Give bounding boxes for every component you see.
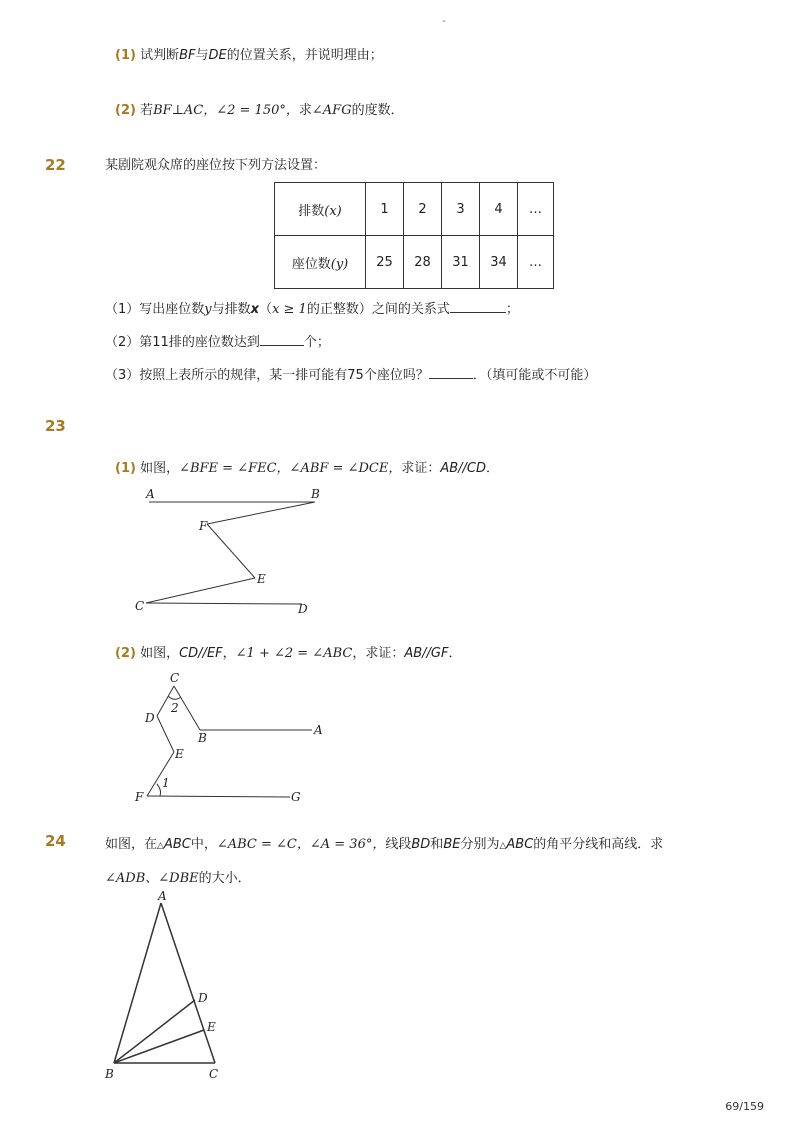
q24-abc2: ABC [506, 837, 534, 852]
q22-sub1-c: （ [259, 302, 273, 317]
q22-sub1-a: （1）写出座位数 [105, 302, 205, 317]
label-c: C [209, 1067, 219, 1081]
label-a: A [158, 890, 167, 903]
q24-d: 和 [430, 837, 444, 852]
q22-sub1 [105, 300, 519, 319]
q23-part2-cond: ∠1 + ∠2 = ∠ABC [235, 646, 353, 661]
label-c: C [135, 599, 145, 613]
q24-a: 如图，在 [105, 837, 158, 852]
table-cell: 4 [480, 183, 518, 236]
q21-part1 [115, 47, 383, 65]
q22-sub2-b: 个； [303, 335, 330, 350]
row-var: (x) [324, 203, 342, 219]
q21-de: DE [208, 48, 227, 63]
triangle-symbol: △ [157, 841, 164, 851]
q23-part1 [115, 460, 499, 478]
q23-part1-a: 如图， [140, 461, 180, 476]
q23-part2-proof: AB//GF [404, 646, 449, 661]
q23-part2 [115, 645, 461, 663]
label-c: C [170, 671, 180, 685]
q23-part2-number: (2) [115, 646, 136, 661]
table-cell: … [518, 183, 554, 236]
q22-sub1-d: 的正整数）之间的关系式 [306, 302, 450, 317]
q22-sub1-cond: x ≥ 1 [272, 302, 307, 317]
q21-part2-tail: 的度数． [351, 103, 404, 118]
table-cell: 28 [404, 236, 442, 289]
q23-part2-a: 如图， [140, 646, 180, 661]
q23-number: 23 [45, 417, 66, 435]
q24-number: 24 [45, 832, 66, 850]
q21-part2-number: (2) [115, 103, 136, 118]
q22-number: 22 [45, 156, 66, 174]
q24-line2 [105, 870, 251, 888]
header-mark: - [442, 14, 446, 27]
label-a: A [314, 723, 323, 737]
label-f: F [199, 519, 208, 533]
q23-part1-cond: ∠BFE = ∠FEC，∠ABF = ∠DCE， [179, 461, 402, 476]
label-e: E [175, 747, 184, 761]
table-row [275, 183, 554, 236]
q21-qiu: 求 [298, 103, 312, 118]
q21-part1-tail: 的位置关系，并说明理由； [226, 48, 383, 63]
figure-bent-lines [130, 668, 340, 808]
label-g: G [291, 790, 301, 804]
row-label: 座位数 [291, 256, 331, 272]
q23-part2-d: ． [448, 646, 462, 661]
label-b: B [311, 487, 320, 501]
q21-afg: ∠AFG [311, 103, 352, 118]
row-label: 排数 [298, 203, 325, 219]
q22-sub3-b: ．（填可能或不可能） [472, 368, 597, 383]
label-e: E [257, 572, 266, 586]
answer-blank[interactable] [429, 366, 473, 379]
q23-part1-proof: AB//CD [440, 461, 487, 476]
q24-g: 的大小． [198, 871, 251, 886]
table-cell: 2 [404, 183, 442, 236]
row-header-seats [275, 236, 366, 289]
figure-triangle [100, 890, 230, 1085]
q23-part1-c: ． [486, 461, 500, 476]
label-d: D [298, 602, 308, 615]
q21-ruo: 若 [140, 103, 154, 118]
label-b: B [105, 1067, 114, 1081]
table-cell: 31 [442, 236, 480, 289]
q21-part1-text: 试判断 [140, 48, 180, 63]
table-row [275, 236, 554, 289]
q22-sub1-b: 与排数 [211, 302, 251, 317]
q23-part1-b: 求证： [401, 461, 441, 476]
table-cell: 25 [366, 236, 404, 289]
q24-b: 中， [190, 837, 217, 852]
q23-part2-c: ，求证： [352, 646, 405, 661]
answer-blank[interactable] [450, 300, 506, 313]
table-cell: 1 [366, 183, 404, 236]
answer-blank[interactable] [260, 333, 304, 346]
q22-intro: 某剧院观众席的座位按下列方法设置： [105, 158, 327, 173]
label-f: F [135, 790, 144, 804]
q22-sub1-e: ； [505, 302, 519, 317]
label-d: D [145, 711, 155, 725]
page-number: 69/159 [725, 1100, 764, 1113]
label-b: B [198, 731, 207, 745]
q24-be: BE [443, 837, 461, 852]
q24-abc: ABC [163, 837, 191, 852]
q21-part2 [115, 102, 404, 120]
var-x: x [250, 302, 260, 317]
row-header-rows [275, 183, 366, 236]
q22-sub2 [105, 333, 330, 352]
q23-part1-number: (1) [115, 461, 136, 476]
label-d: D [198, 991, 208, 1005]
q22-sub3 [105, 366, 596, 385]
label-angle-2: 2 [171, 701, 179, 715]
row-var: (y) [330, 256, 349, 272]
q21-condition: BF⊥AC，∠2 = 150°， [153, 103, 299, 118]
label-angle-1: 1 [162, 776, 170, 790]
figure-zigzag [130, 485, 330, 615]
table-cell: … [518, 236, 554, 289]
q24-angles: ∠ADB、∠DBE [105, 871, 199, 886]
table-cell: 34 [480, 236, 518, 289]
q24-cond: ∠ABC = ∠C，∠A = 36°， [216, 837, 386, 852]
q24-c: 线段 [385, 837, 412, 852]
label-e: E [207, 1020, 216, 1034]
q21-bf: BF [179, 48, 196, 63]
q24-line1 [105, 836, 663, 855]
var-y: y [204, 302, 212, 317]
q24-e: 分别为 [460, 837, 500, 852]
q24-f: 的角平分线和高线．求 [533, 837, 664, 852]
triangle-symbol: △ [499, 841, 507, 851]
q21-yu: 与 [195, 48, 209, 63]
q21-part1-number: (1) [115, 48, 136, 63]
q24-bd: BD [411, 837, 431, 852]
label-a: A [146, 487, 155, 501]
q23-part2-cd: CD//EF [179, 646, 223, 661]
table-cell: 3 [442, 183, 480, 236]
q22-sub2-a: （2）第11排的座位数达到 [105, 335, 260, 350]
seat-table [274, 182, 554, 289]
q23-part2-b: ， [222, 646, 236, 661]
q22-sub3-a: （3）按照上表所示的规律，某一排可能有75个座位吗？ [105, 368, 429, 383]
